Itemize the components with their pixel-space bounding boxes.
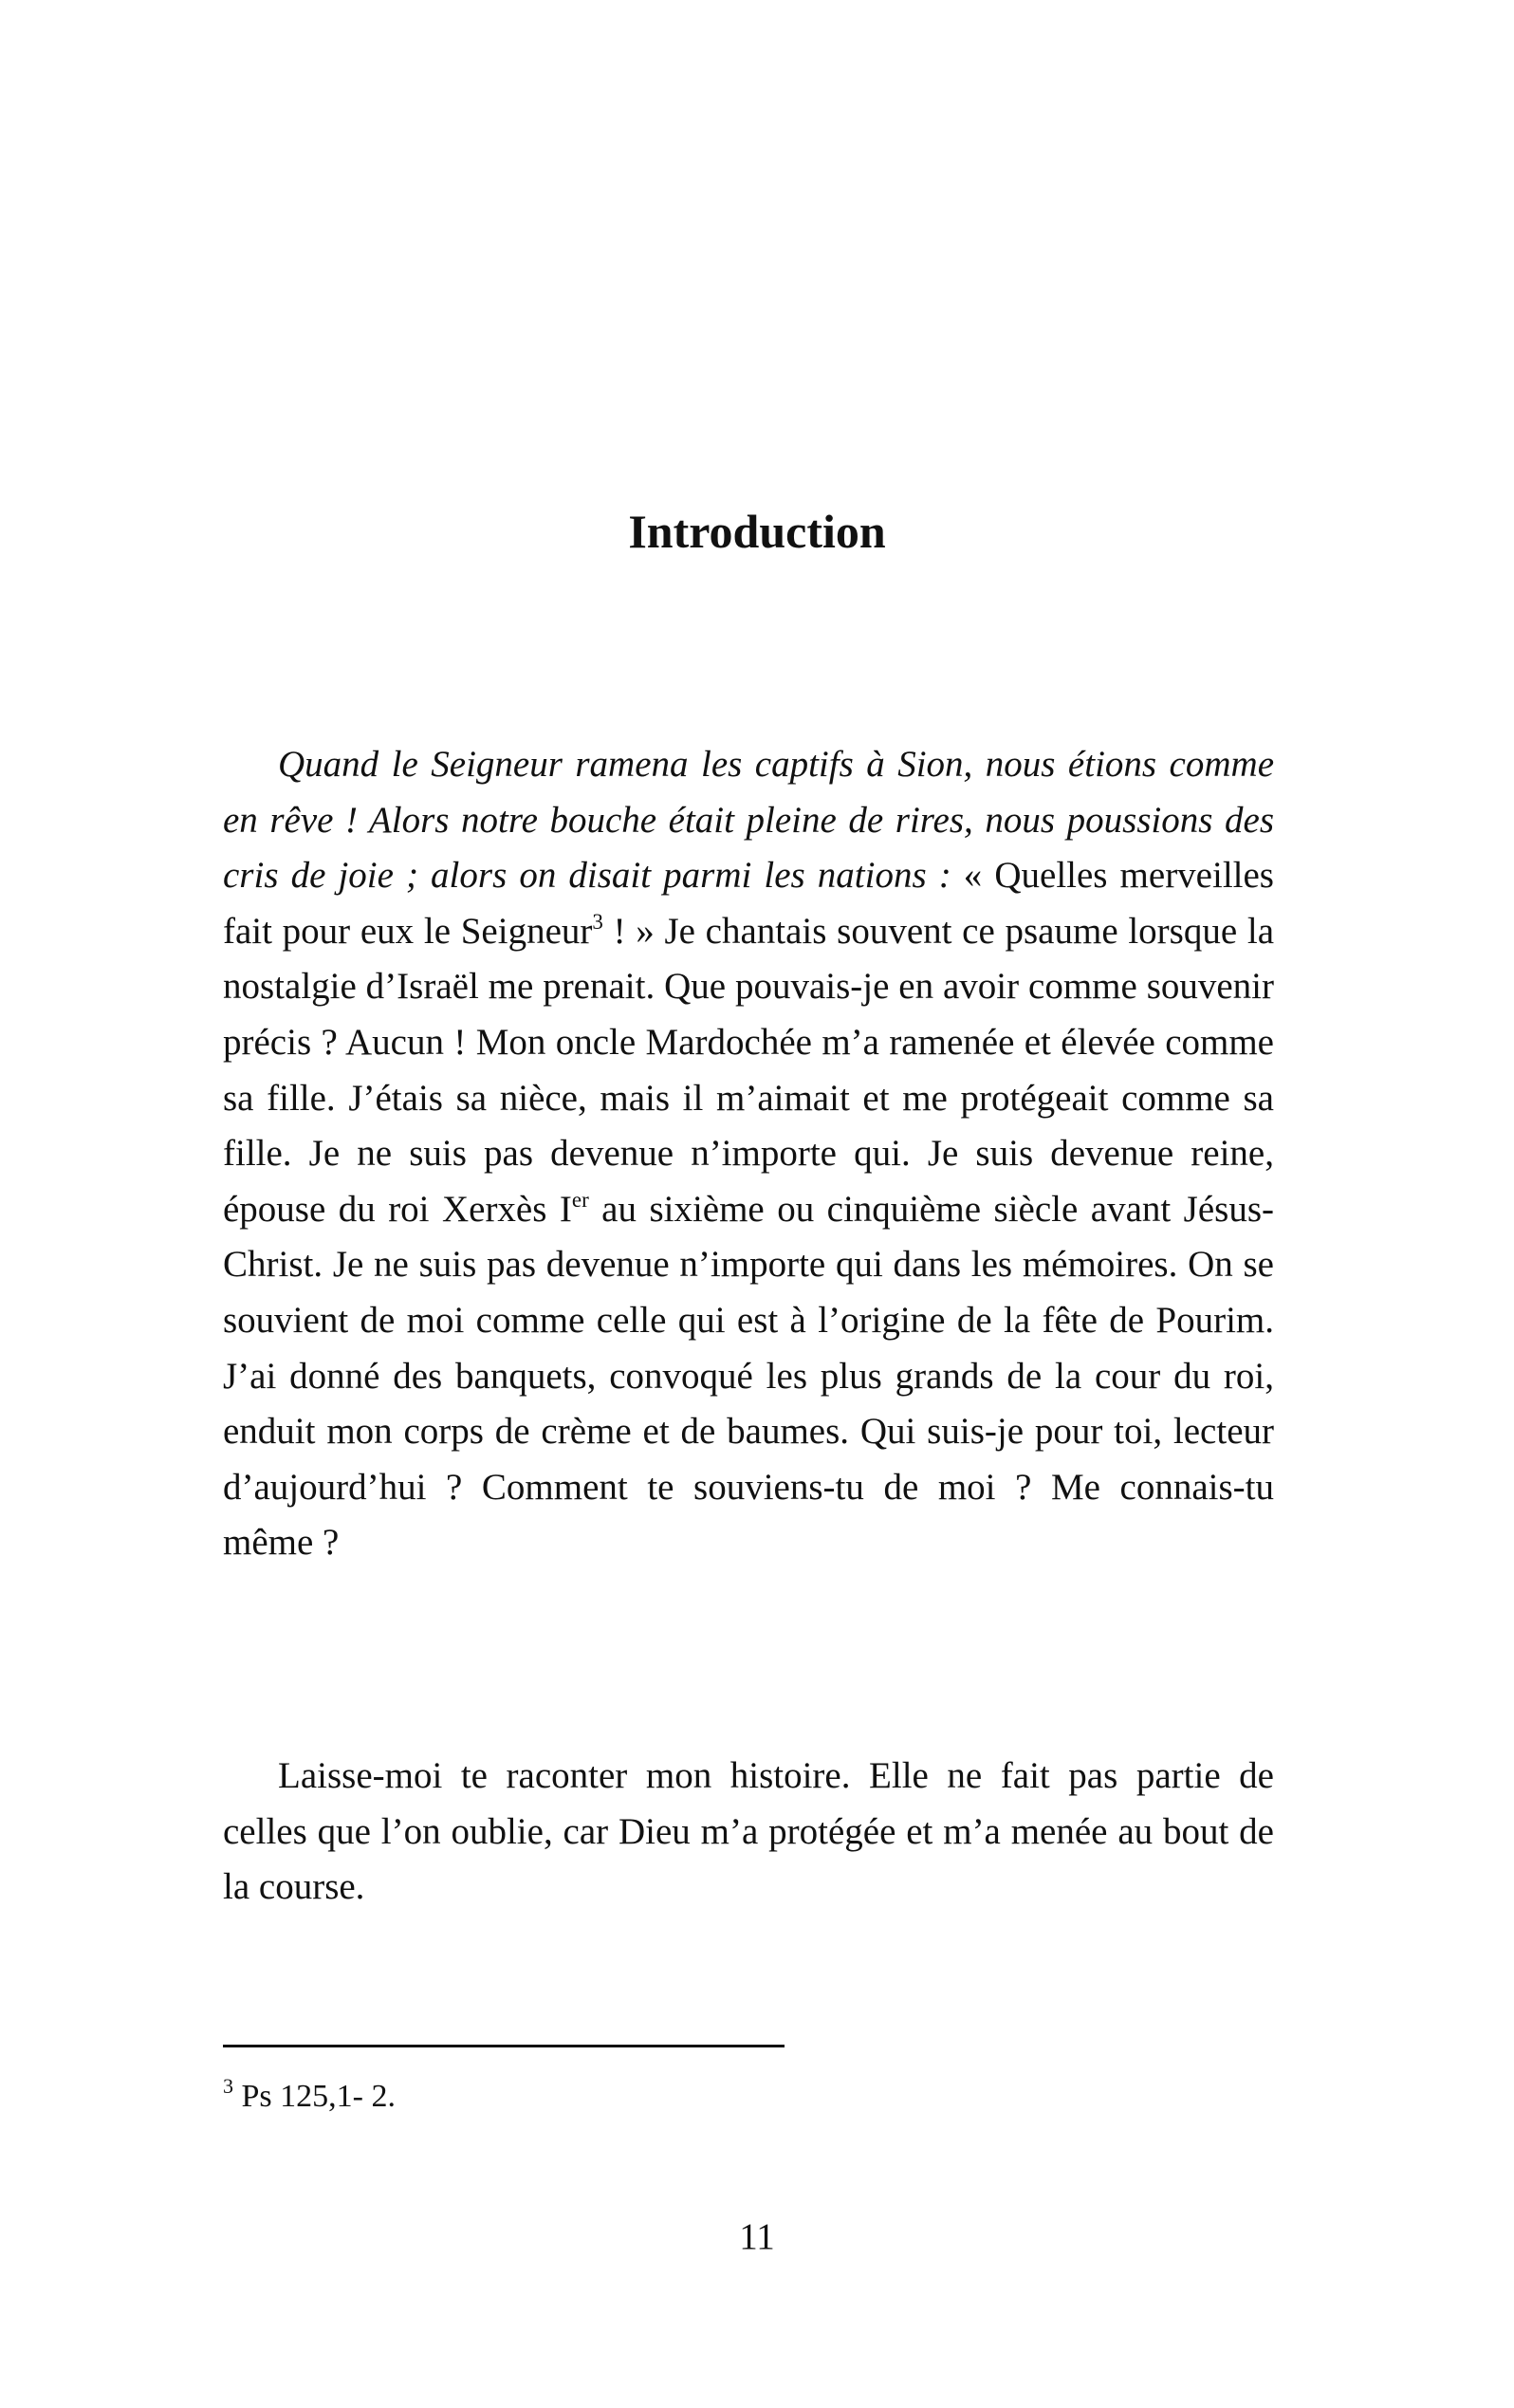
psalm-quote-italic: Quand le Seigneur ramena les captifs à Sion, nous étions comme en rêve ! Alors notre bouche était pleine de rires, nous poussions des cris de joie ; alors on disait parmi les nations : — [223, 744, 1274, 897]
paragraph-1-text-end: au sixième ou cinquième siècle avant Jésus-Christ. Je ne suis pas devenue n’importe qui dans les mémoires. On se souvient de moi comme celle qui est à l’origine de la fête de Pourim. J’ai donné des banquets, convoqué les plus grands de la cour du roi, enduit mon corps de crème et de baumes. Qui suis-je pour toi, lecteur d’aujourd’hui ? Comment te souviens-tu de moi ? Me connais-tu même ? — [223, 1188, 1274, 1564]
chapter-title: Introduction — [628, 505, 886, 558]
paragraph-2 — [223, 1749, 1274, 1916]
ordinal-superscript: er — [571, 1187, 589, 1212]
page-number: 11 — [739, 2216, 775, 2257]
footnote-reference: 3 — [592, 909, 603, 934]
footnote-number: 3 — [223, 2074, 233, 2098]
paragraph-1 — [223, 737, 1274, 1571]
paragraph-2-text: Laisse-moi te raconter mon histoire. Elle ne fait pas partie de celles que l’on oublie, car Dieu m’a protégée et m’a menée au bout de la course. — [223, 1755, 1274, 1908]
footnote-text: Ps 125,1- 2. — [233, 2079, 396, 2114]
footnote-divider — [223, 2045, 785, 2047]
paragraph-1-text: ! » Je chantais souvent ce psaume lorsque la nostalgie d’Israël me prenait. Que pouvais-je en avoir comme souvenir précis ? Aucun ! Mon oncle Mardochée m’a ramenée et élevée comme sa fille. J’étais sa nièce, mais il m’aimait et me protégeait comme sa fille. Je ne suis pas devenue n’importe qui. Je suis devenue reine, épouse du roi Xerxès I — [223, 910, 1274, 1230]
footnote — [223, 2076, 396, 2118]
psalm-quote-roman: « Quelles merveilles fait pour eux le Seigneur — [223, 855, 1274, 952]
